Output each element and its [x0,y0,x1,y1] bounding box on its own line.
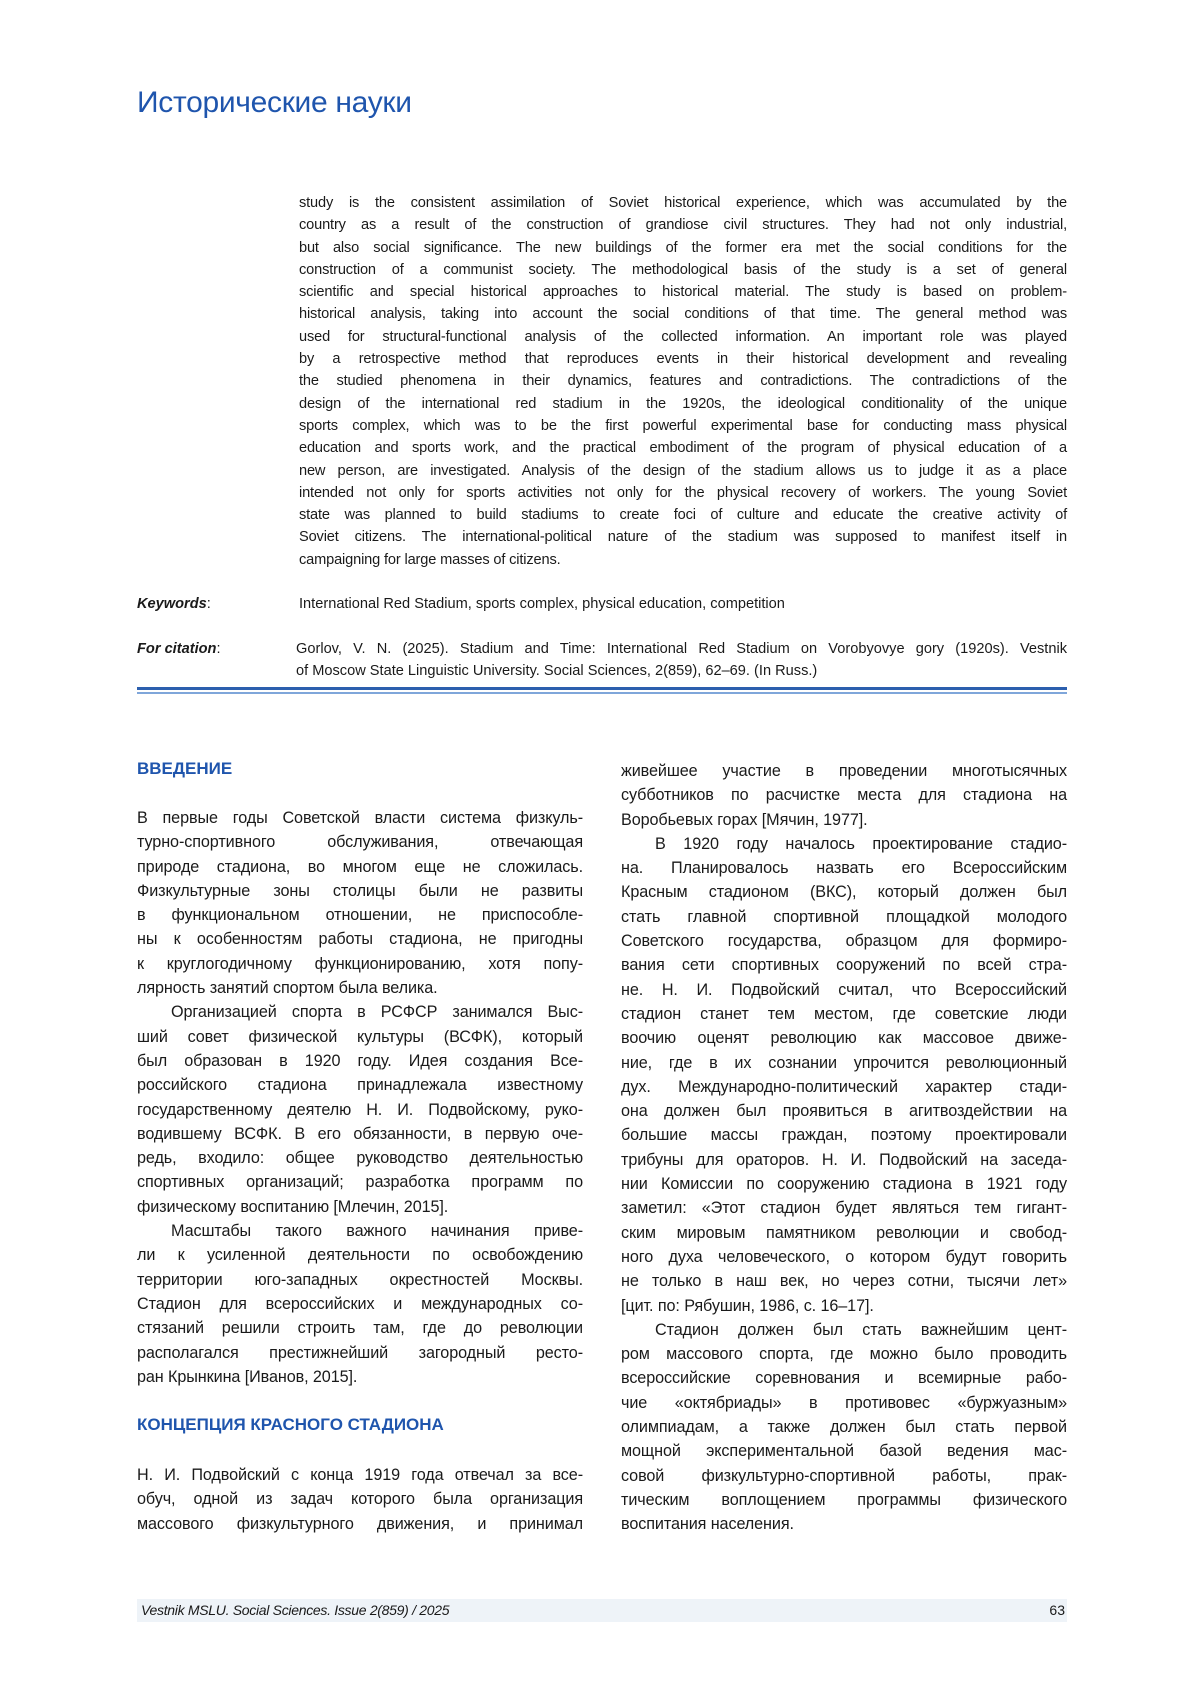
text-line: был образован в 1920 году. Идея создания Все- [137,1049,583,1073]
section-heading-concept: КОНЦЕПЦИЯ КРАСНОГО СТАДИОНА [137,1415,444,1435]
left-column-body [137,806,583,1389]
text-line: Масштабы такого важного начинания приве- [137,1219,583,1243]
text-line: тическим воплощением программы физического [621,1488,1067,1512]
text-line: Советского государства, образцом для формиро- [621,929,1067,953]
text-line: олимпиадам, а также должен был стать первой [621,1415,1067,1439]
paragraph [137,806,583,1000]
text-line: ший совет физической культуры (ВСФК), который [137,1025,583,1049]
text-line: массового физкультурного движения, и принимал [137,1512,583,1536]
text-line: редь, входило: общее руководство деятельностью [137,1146,583,1170]
text-line: стадион станет тем местом, где советские люди [621,1002,1067,1026]
text-line: большие массы граждан, поэтому проектировали [621,1123,1067,1147]
text-line: всероссийские соревнования и всемирные рабо- [621,1366,1067,1390]
text-line: вания сети спортивных сооружений по всей стра- [621,953,1067,977]
text-line: Организацией спорта в РСФСР занимался Выс- [137,1000,583,1024]
text-line: стязаний решили строить там, где до революции [137,1316,583,1340]
paragraph [137,1000,583,1219]
text-line: Воробьевых горах [Мячин, 1977]. [621,808,1067,832]
text-line: [цит. по: Рябушин, 1986, с. 16–17]. [621,1294,1067,1318]
text-line: не. Н. И. Подвойский считал, что Всероссийский [621,978,1067,1002]
paragraph [137,1463,583,1536]
text-line: Soviet citizens. The international-political nature of the stadium was supposed to manifest itself in [299,526,1067,548]
text-line: заметил: «Этот стадион будет являться тем гигант- [621,1196,1067,1220]
page-number: 63 [1049,1599,1065,1622]
text-line: трибуны для ораторов. Н. И. Подвойский на заседа- [621,1148,1067,1172]
text-line: территории юго-западных окрестностей Москвы. [137,1268,583,1292]
journal-name: Vestnik MSLU. Social Sciences. Issue 2(859) / 2025 [141,1599,449,1622]
text-line: campaigning for large masses of citizens. [299,549,1067,571]
text-line: but also social significance. The new buildings of the former era met the social conditions for the [299,237,1067,259]
section-title: Исторические науки [137,86,412,120]
text-line: used for structural-functional analysis of the collected information. An important role was played [299,326,1067,348]
text-line: совой физкультурно-спортивной работы, прак- [621,1464,1067,1488]
section-heading-introduction: ВВЕДЕНИЕ [137,759,232,779]
text-line: В первые годы Советской власти система физкуль- [137,806,583,830]
left-column-body-2 [137,1463,583,1536]
text-line: спортивных организаций; разработка программ по [137,1170,583,1194]
text-line: она должен был проявиться в агитвоздействии на [621,1099,1067,1123]
divider-rule [137,687,1067,690]
text-line: стать главной спортивной площадкой молодого [621,905,1067,929]
text-line: Стадион для всероссийских и международных со- [137,1292,583,1316]
text-line: чие «октябриады» в противовес «буржуазным» [621,1391,1067,1415]
paragraph [137,1219,583,1389]
text-line: ли к усиленной деятельности по освобождению [137,1243,583,1267]
text-line: study is the consistent assimilation of Soviet historical experience, which was accumulated by the [299,192,1067,214]
right-column-body [621,759,1067,1537]
text-line: государственному деятелю Н. И. Подвойскому, руко- [137,1098,583,1122]
text-line: intended not only for sports activities not only for the physical recovery of workers. The young Soviet [299,482,1067,504]
paragraph [621,1318,1067,1537]
text-line: ного духа человеческого, о котором будут говорить [621,1245,1067,1269]
text-line: Физкультурные зоны столицы были не развиты [137,879,583,903]
text-line: ром массового спорта, где можно было проводить [621,1342,1067,1366]
citation-line: of Moscow State Linguistic University. Social Sciences, 2(859), 62–69. (In Russ.) [296,660,1067,682]
text-line: в функциональном отношении, не приспособле- [137,903,583,927]
text-line: В 1920 году началось проектирование стадио- [621,832,1067,856]
text-line: sports complex, which was to be the first powerful experimental base for conducting mass physical [299,415,1067,437]
text-line: располагался престижнейший загородный ресто- [137,1341,583,1365]
text-line: дух. Международно-политический характер стади- [621,1075,1067,1099]
text-line: construction of a communist society. The methodological basis of the study is a set of general [299,259,1067,281]
text-line: education and sports work, and the practical embodiment of the program of physical education of a [299,437,1067,459]
text-line: на. Планировалось назвать его Всероссийским [621,856,1067,880]
keywords-label: Keywords: [137,593,211,615]
citation-label: For citation: [137,638,221,660]
text-line: мощной экспериментальной базой ведения мас- [621,1439,1067,1463]
text-line: by a retrospective method that reproduces events in their historical development and revealing [299,348,1067,370]
text-line: нии Комиссии по сооружению стадиона в 1921 году [621,1172,1067,1196]
text-line: ран Крынкина [Иванов, 2015]. [137,1365,583,1389]
paragraph [621,832,1067,1318]
text-line: субботников по расчистке места для стадиона на [621,783,1067,807]
text-line: ны к особенностям работы стадиона, не пригодны [137,927,583,951]
page-footer [137,1599,1067,1622]
text-line: ским мировым памятником революции и свобод- [621,1221,1067,1245]
text-line: лярность занятий спортом была велика. [137,976,583,1000]
keywords-value: International Red Stadium, sports complex, physical education, competition [299,593,1070,615]
text-line: физическому воспитанию [Млечин, 2015]. [137,1195,583,1219]
citation-line: Gorlov, V. N. (2025). Stadium and Time: International Red Stadium on Vorobyovye gory (1920s). Vestnik [296,638,1067,660]
text-line: природе стадиона, во многом еще не сложилась. [137,855,583,879]
text-line: Стадион должен был стать важнейшим цент- [621,1318,1067,1342]
text-line: new person, are investigated. Analysis of the design of the stadium allows us to judge it as a place [299,460,1067,482]
text-line: design of the international red stadium in the 1920s, the ideological conditionality of the unique [299,393,1067,415]
text-line: водившему ВСФК. В его обязанности, в первую оче- [137,1122,583,1146]
text-line: обуч, одной из задач которого была организация [137,1487,583,1511]
text-line: ние, где в их сознании упрочится революционный [621,1051,1067,1075]
text-line: country as a result of the construction of grandiose civil structures. They had not only industrial, [299,214,1067,236]
paragraph [621,759,1067,832]
text-line: historical analysis, taking into account the social conditions of that time. The general method was [299,303,1067,325]
text-line: российского стадиона принадлежала известному [137,1073,583,1097]
text-line: the studied phenomena in their dynamics, features and contradictions. The contradictions of the [299,370,1067,392]
text-line: state was planned to build stadiums to create foci of culture and educate the creative activity of [299,504,1067,526]
text-line: не только в наш век, но через сотни, тысячи лет» [621,1269,1067,1293]
abstract [299,192,1067,571]
text-line: к круглогодичному функционированию, хотя попу- [137,952,583,976]
text-line: scientific and special historical approaches to historical material. The study is based on problem- [299,281,1067,303]
divider-rule [137,692,1067,694]
text-line: воспитания населения. [621,1512,1067,1536]
text-line: живейшее участие в проведении многотысячных [621,759,1067,783]
citation-value [296,638,1067,683]
text-line: турно-спортивного обслуживания, отвечающая [137,830,583,854]
text-line: воочию оценят революцию как массовое движе- [621,1026,1067,1050]
text-line: Н. И. Подвойский с конца 1919 года отвечал за все- [137,1463,583,1487]
text-line: Красным стадионом (ВКС), который должен был [621,880,1067,904]
